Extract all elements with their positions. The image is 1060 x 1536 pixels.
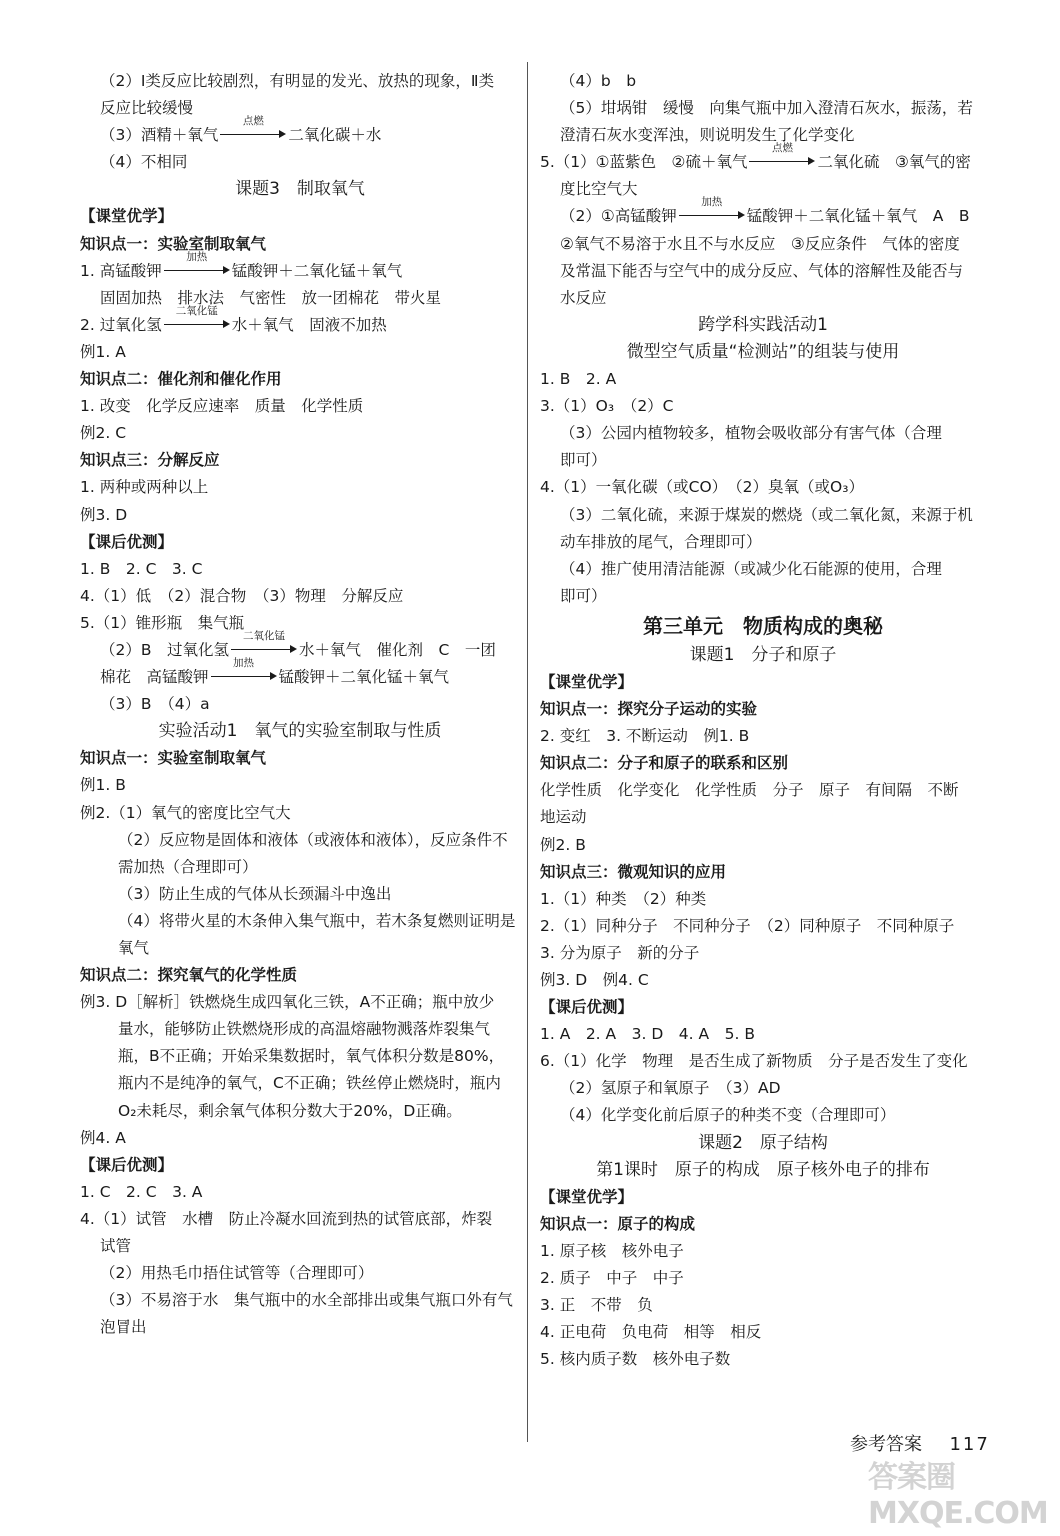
- equation-reactants: （3）酒精＋氧气: [100, 126, 219, 145]
- section-title: 第1课时 原子的构成 原子核外电子的排布: [596, 1159, 930, 1180]
- page-number: 117: [949, 1434, 990, 1455]
- equation-products: 二氧化碳＋水: [288, 126, 382, 145]
- text-line: 1. 原子核 核外电子: [540, 1241, 684, 1260]
- equation-reactants: 5.（1）①蓝紫色 ②硫＋氧气: [540, 153, 748, 172]
- section-heading: 知识点二：分子和原子的联系和区别: [540, 754, 789, 773]
- text-line: 试管: [100, 1237, 132, 1256]
- text-line: （2）反应物是固体和液体（或液体和液体），反应条件不: [118, 830, 508, 849]
- equation-reactants: 2. 过氧化氢: [80, 315, 162, 334]
- text-line: （4）推广使用清洁能源（或减少化石能源的使用，合理: [560, 559, 942, 578]
- footer-label: 参考答案: [850, 1434, 922, 1455]
- reaction-condition: 加热: [186, 250, 208, 263]
- text-line: 4.（1）试管 水槽 防止冷凝水回流到热的试管底部，炸裂: [80, 1209, 493, 1228]
- text-line: （5）坩埚钳 缓慢 向集气瓶中加入澄清石灰水，振荡，若: [560, 99, 973, 118]
- text-line: （3）B （4）a: [100, 695, 210, 714]
- section-title: 微型空气质量“检测站”的组装与使用: [626, 341, 900, 362]
- reaction-condition: 二氧化锰: [175, 304, 218, 317]
- column-divider: [527, 62, 528, 1442]
- text-line: 2. 质子 中子 中子: [540, 1269, 684, 1288]
- text-line: 即可）: [560, 451, 607, 470]
- equation-products: 锰酸钾＋二氧化锰＋氧气: [278, 668, 450, 687]
- reaction-equation: [80, 629, 520, 664]
- section-title: 实验活动1 氧气的实验室制取与性质: [158, 721, 442, 742]
- section-title: 跨学科实践活动1: [698, 314, 828, 335]
- text-line: 1. 改变 化学反应速率 质量 化学性质: [80, 397, 364, 416]
- watermark-logo: 答案圈 MXQE.COM: [868, 1460, 1048, 1531]
- text-line: （4）化学变化前后原子的种类不变（合理即可）: [560, 1106, 896, 1125]
- equation-products: 水＋氧气 催化剂 C 一团: [299, 640, 496, 659]
- reaction-arrow-icon: [749, 142, 815, 168]
- text-line: 3. 分为原子 新的分子: [540, 943, 700, 962]
- equation-products: 锰酸钾＋二氧化锰＋氧气 A B: [746, 207, 970, 226]
- text-line: （3）二氧化硫，来源于煤炭的燃烧（或二氧化氮，来源于机: [560, 505, 973, 524]
- text-line: 动车排放的尾气，合理即可）: [560, 532, 762, 551]
- section-title: 课题2 原子结构: [698, 1132, 828, 1153]
- reaction-equation: [80, 657, 520, 691]
- text-line: 1. 两种或两种以上: [80, 478, 209, 497]
- reaction-arrow-icon: [164, 250, 230, 277]
- section-title: 课题3 制取氧气: [235, 179, 365, 200]
- section-heading: 【课堂优学】: [80, 207, 174, 226]
- section-heading: 知识点一：实验室制取氧气: [80, 234, 267, 253]
- text-line: （2）氢原子和氧原子 （3）AD: [560, 1079, 781, 1098]
- section-heading: 知识点二：催化剂和催化作用: [80, 370, 282, 389]
- text-line: 瓶，B不正确；开始采集数据时，氧气体积分数是80%，: [118, 1047, 505, 1066]
- section-heading: 知识点三：分解反应: [80, 451, 220, 470]
- reaction-equation: [80, 304, 520, 339]
- section-title: 第三单元 物质构成的奥秘: [643, 613, 883, 638]
- text-line: （4）b b: [560, 72, 637, 90]
- text-line: 2. 变红 3. 不断运动 例1. B: [540, 727, 750, 746]
- text-line: 量水，能够防止铁燃烧形成的高温熔融物溅落炸裂集气: [118, 1020, 491, 1039]
- text-line: 度比空气大: [560, 180, 638, 199]
- text-line: 4.（1）一氧化碳（或CO） （2）臭氧（或O₃）: [540, 478, 864, 497]
- text-line: 例3. D: [80, 505, 128, 524]
- section-heading: 知识点一：原子的构成: [540, 1214, 696, 1233]
- right-column: [540, 68, 986, 1373]
- equation-reactants: 1. 高锰酸钾: [80, 261, 162, 280]
- reaction-arrow-icon: [220, 115, 286, 141]
- reaction-equation: [540, 196, 986, 230]
- reaction-condition: 加热: [233, 657, 255, 670]
- equation-products: 锰酸钾＋二氧化锰＋氧气: [231, 261, 403, 280]
- text-line: 需加热（合理即可）: [118, 857, 258, 876]
- text-line: 例1. A: [80, 342, 126, 361]
- text-line: （2）用热毛巾捂住试管等（合理即可）: [100, 1264, 374, 1283]
- reaction-condition: 二氧化锰: [243, 629, 285, 642]
- reaction-condition: 点燃: [242, 115, 264, 128]
- equation-reactants: 棉花 高锰酸钾: [100, 668, 209, 687]
- section-heading: 知识点一：探究分子运动的实验: [540, 700, 758, 719]
- reaction-arrow-icon: [211, 657, 277, 683]
- reaction-equation: [540, 142, 986, 176]
- text-line: 例1. B: [80, 776, 126, 795]
- reaction-equation: [80, 115, 520, 149]
- section-heading: 知识点三：微观知识的应用: [540, 862, 727, 881]
- section-heading: 【课后优测】: [80, 532, 174, 551]
- equation-products: 二氧化硫 ③氧气的密: [817, 153, 971, 172]
- equation-reactants: （2）①高锰酸钾: [560, 207, 677, 226]
- text-line: 1.（1）种类 （2）种类: [540, 889, 707, 908]
- text-line: 泡冒出: [100, 1318, 147, 1337]
- reaction-equation: [80, 250, 520, 285]
- text-line: O₂未耗尽，剩余氧气体积分数大于20%，D正确。: [118, 1101, 462, 1120]
- text-line: 固固加热 排水法 气密性 放一团棉花 带火星: [100, 288, 442, 307]
- text-line: 例4. A: [80, 1128, 126, 1147]
- text-line: 例3. D［解析］铁燃烧生成四氧化三铁，A不正确；瓶中放少: [80, 993, 495, 1012]
- section-heading: 【课堂优学】: [540, 672, 634, 691]
- reaction-arrow-icon: [679, 196, 745, 222]
- text-line: 1. B 2. A: [540, 370, 617, 389]
- text-line: 5.（1）锥形瓶 集气瓶: [80, 613, 245, 632]
- text-line: 例3. D 例4. C: [540, 971, 649, 989]
- text-line: 3.（1）O₃ （2）C: [540, 397, 674, 416]
- text-line: 例2. B: [540, 835, 586, 854]
- text-line: 水反应: [560, 288, 607, 307]
- equation-reactants: （2）B 过氧化氢: [100, 640, 229, 659]
- text-line: 例2. C: [80, 424, 127, 443]
- text-line: 氧气: [118, 939, 150, 957]
- text-line: 地运动: [540, 808, 587, 827]
- text-line: 6.（1）化学 物理 是否生成了新物质 分子是否发生了变化: [540, 1052, 968, 1071]
- text-line: 即可）: [560, 586, 607, 605]
- section-heading: 【课堂优学】: [540, 1187, 634, 1206]
- text-line: 反应比较缓慢: [100, 99, 194, 118]
- text-line: 澄清石灰水变浑浊，则说明发生了化学变化: [560, 126, 855, 145]
- text-line: 5. 核内质子数 核外电子数: [540, 1350, 731, 1369]
- section-heading: 【课后优测】: [80, 1155, 174, 1174]
- section-title: 课题1 分子和原子: [689, 644, 837, 665]
- reaction-condition: 加热: [701, 196, 723, 209]
- text-line: 例2.（1）氧气的密度比空气大: [80, 803, 291, 822]
- text-line: （3）防止生成的气体从长颈漏斗中逸出: [118, 884, 392, 903]
- text-line: 及常温下能否与空气中的成分反应、气体的溶解性及能否与: [560, 261, 964, 280]
- reaction-arrow-icon: [231, 629, 297, 656]
- text-line: 1. A 2. A 3. D 4. A 5. B: [540, 1025, 755, 1044]
- text-line: （4）将带火星的木条伸入集气瓶中，若木条复燃则证明是: [118, 911, 516, 930]
- section-heading: 知识点一：实验室制取氧气: [80, 749, 267, 768]
- text-line: ②氧气不易溶于水且不与水反应 ③反应条件 气体的密度: [560, 234, 960, 253]
- text-line: 2.（1）同种分子 不同种分子 （2）同种原子 不同种原子: [540, 916, 955, 935]
- section-heading: 知识点二：探究氧气的化学性质: [80, 966, 298, 985]
- text-line: 3. 正 不带 负: [540, 1296, 653, 1315]
- reaction-arrow-icon: [164, 304, 230, 331]
- text-line: （3）不易溶于水 集气瓶中的水全部排出或集气瓶口外有气: [100, 1291, 513, 1310]
- section-heading: 【课后优测】: [540, 998, 634, 1017]
- text-line: 4. 正电荷 负电荷 相等 相反: [540, 1323, 762, 1342]
- reaction-condition: 点燃: [771, 142, 793, 155]
- text-line: 1. B 2. C 3. C: [80, 559, 203, 578]
- equation-products: 水＋氧气 固液不加热: [231, 315, 387, 334]
- text-line: 瓶内不是纯净的氧气，C不正确；铁丝停止燃烧时，瓶内: [118, 1074, 501, 1093]
- left-column: [80, 68, 520, 1341]
- text-line: 1. C 2. C 3. A: [80, 1182, 203, 1201]
- text-line: （2）Ⅰ类反应比较剧烈，有明显的发光、放热的现象，Ⅱ类: [100, 72, 495, 90]
- text-line: 4.（1）低 （2）混合物 （3）物理 分解反应: [80, 586, 404, 605]
- text-line: （3）公园内植物较多，植物会吸收部分有害气体（合理: [560, 424, 942, 443]
- text-line: （4）不相同: [100, 153, 188, 172]
- text-line: 化学性质 化学变化 化学性质 分子 原子 有间隔 不断: [540, 781, 959, 800]
